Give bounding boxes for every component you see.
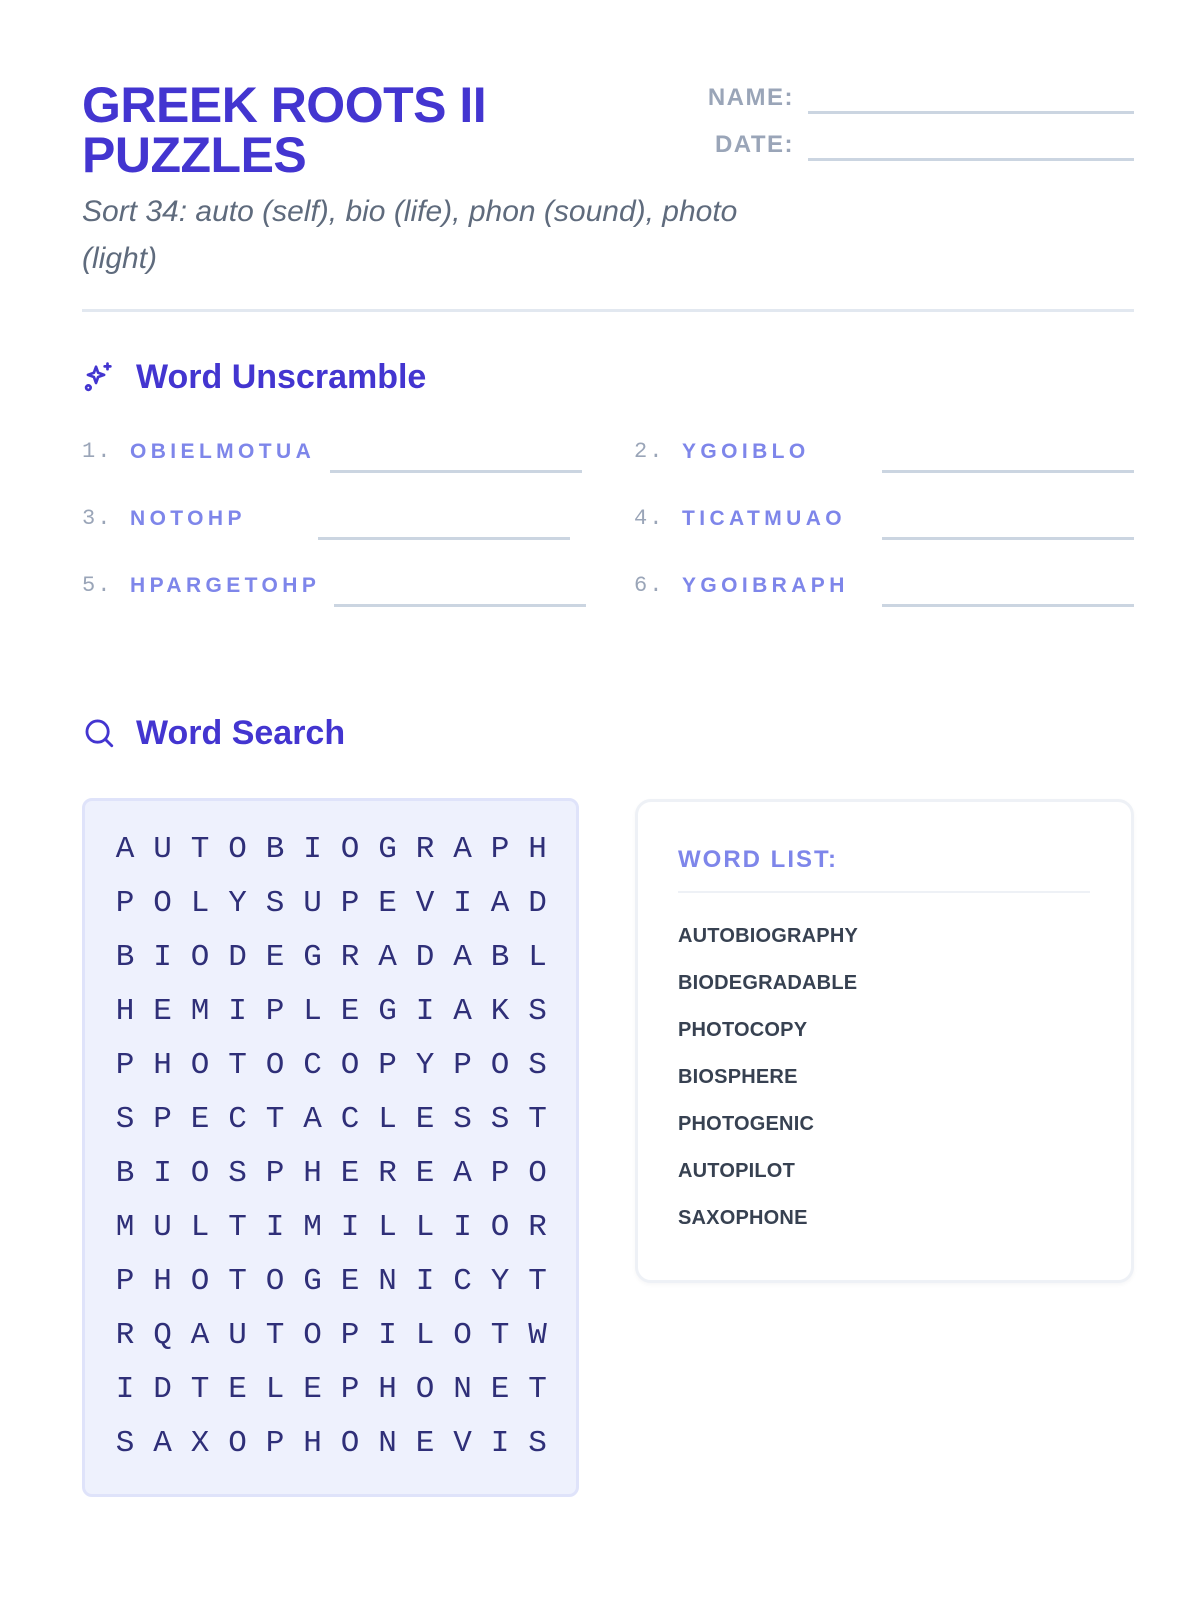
grid-row — [107, 1309, 559, 1363]
grid-cell[interactable]: I — [153, 1156, 172, 1191]
grid-cell[interactable]: L — [415, 1318, 435, 1353]
grid-row — [107, 877, 559, 931]
grid-cell[interactable]: P — [490, 832, 510, 867]
answer-line[interactable] — [882, 470, 1134, 473]
grid-cell[interactable]: M — [303, 1210, 322, 1245]
grid-cell[interactable]: E — [415, 1426, 435, 1461]
grid-cell[interactable]: T — [528, 1264, 547, 1299]
name-line[interactable] — [808, 111, 1134, 114]
word-search-section-heading — [82, 712, 682, 756]
scrambled-word: NOTOHP — [130, 507, 246, 530]
grid-cell[interactable]: R — [340, 940, 360, 975]
grid-cell[interactable]: D — [153, 1372, 172, 1407]
answer-line[interactable] — [318, 537, 570, 540]
scrambled-word: YGOIBLO — [682, 440, 810, 463]
grid-row — [107, 985, 559, 1039]
grid-cell[interactable]: T — [490, 1318, 510, 1353]
grid-cell[interactable]: T — [228, 1048, 247, 1083]
unscramble-heading-label: Word Unscramble — [136, 358, 427, 396]
grid-cell[interactable]: P — [265, 994, 285, 1029]
grid-cell[interactable]: T — [190, 1372, 210, 1407]
grid-cell[interactable]: S — [265, 886, 285, 921]
grid-cell[interactable]: E — [228, 1372, 247, 1407]
grid-cell[interactable]: S — [528, 1426, 547, 1461]
grid-cell[interactable]: O — [228, 832, 247, 867]
worksheet-header — [82, 76, 1134, 312]
grid-cell[interactable]: O — [340, 1426, 360, 1461]
grid-cell[interactable]: E — [190, 1102, 210, 1137]
grid-row — [107, 1201, 559, 1255]
grid-cell[interactable]: I — [490, 1426, 510, 1461]
grid-cell[interactable]: T — [265, 1102, 285, 1137]
grid-cell[interactable]: P — [265, 1156, 285, 1191]
grid-cell[interactable]: I — [453, 886, 472, 921]
grid-cell[interactable]: D — [528, 886, 547, 921]
grid-cell[interactable]: O — [190, 940, 210, 975]
grid-cell[interactable]: H — [528, 832, 547, 867]
grid-cell[interactable]: Y — [228, 886, 247, 921]
name-label: NAME: — [707, 84, 794, 111]
grid-cell[interactable]: I — [303, 832, 322, 867]
grid-cell[interactable]: Y — [415, 1048, 435, 1083]
grid-cell[interactable]: V — [453, 1426, 472, 1461]
grid-cell[interactable]: L — [378, 1210, 397, 1245]
unscramble-item — [82, 427, 582, 471]
grid-cell[interactable]: I — [415, 994, 435, 1029]
word-list-item: BIODEGRADABLE — [678, 972, 858, 994]
grid-cell[interactable]: O — [340, 1048, 360, 1083]
grid-cell[interactable]: L — [378, 1102, 397, 1137]
grid-cell[interactable]: U — [153, 832, 172, 867]
grid-cell[interactable]: R — [115, 1318, 135, 1353]
grid-cell[interactable]: W — [528, 1318, 547, 1353]
word-list-item: PHOTOCOPY — [678, 1019, 808, 1041]
grid-cell[interactable]: P — [453, 1048, 472, 1083]
grid-cell[interactable]: D — [415, 940, 435, 975]
grid-cell[interactable]: P — [378, 1048, 397, 1083]
grid-cell[interactable]: T — [528, 1102, 547, 1137]
item-number: 5. — [82, 573, 113, 598]
grid-cell[interactable]: O — [490, 1210, 510, 1245]
grid-cell[interactable]: V — [415, 886, 435, 921]
grid-cell[interactable]: I — [340, 1210, 360, 1245]
grid-cell[interactable]: R — [378, 1156, 397, 1191]
grid-cell[interactable]: E — [340, 994, 360, 1029]
grid-row — [107, 1417, 559, 1471]
grid-cell[interactable]: L — [265, 1372, 285, 1407]
word-list-item: AUTOBIOGRAPHY — [678, 925, 859, 947]
grid-cell[interactable]: H — [303, 1156, 322, 1191]
grid-cell[interactable]: O — [415, 1372, 435, 1407]
grid-cell[interactable]: C — [303, 1048, 322, 1083]
grid-row — [107, 1363, 559, 1417]
grid-cell[interactable]: E — [340, 1264, 360, 1299]
unscramble-item — [634, 561, 1134, 605]
date-field[interactable] — [664, 125, 1134, 161]
grid-cell[interactable]: I — [228, 994, 247, 1029]
grid-cell[interactable]: G — [378, 994, 397, 1029]
grid-cell[interactable]: I — [453, 1210, 472, 1245]
grid-cell[interactable]: O — [490, 1048, 510, 1083]
grid-cell[interactable]: D — [228, 940, 247, 975]
item-number: 6. — [634, 573, 665, 598]
unscramble-item — [634, 427, 1134, 471]
grid-cell[interactable]: B — [115, 940, 135, 975]
name-field[interactable] — [664, 78, 1134, 114]
grid-cell[interactable]: Q — [153, 1318, 172, 1353]
grid-cell[interactable]: I — [415, 1264, 435, 1299]
grid-cell[interactable]: O — [190, 1156, 210, 1191]
grid-cell[interactable]: B — [265, 832, 285, 867]
word-list-divider — [678, 891, 1090, 893]
grid-row — [107, 1255, 559, 1309]
grid-cell[interactable]: O — [265, 1048, 285, 1083]
grid-cell[interactable]: M — [115, 1210, 135, 1245]
grid-cell[interactable]: G — [303, 1264, 322, 1299]
grid-cell[interactable]: A — [303, 1102, 322, 1137]
grid-cell[interactable]: Y — [490, 1264, 510, 1299]
grid-cell[interactable]: P — [115, 886, 135, 921]
grid-cell[interactable]: H — [115, 994, 135, 1029]
grid-cell[interactable]: P — [265, 1426, 285, 1461]
grid-cell[interactable]: O — [265, 1264, 285, 1299]
grid-cell[interactable]: B — [490, 940, 510, 975]
grid-cell[interactable]: A — [378, 940, 397, 975]
grid-cell[interactable]: R — [415, 832, 435, 867]
scrambled-word: TICATMUAO — [682, 507, 847, 530]
grid-cell[interactable]: I — [378, 1318, 397, 1353]
grid-cell[interactable]: A — [453, 940, 472, 975]
grid-cell[interactable]: L — [190, 1210, 210, 1245]
answer-line[interactable] — [334, 604, 586, 607]
grid-cell[interactable]: O — [228, 1426, 247, 1461]
grid-row — [107, 931, 559, 985]
grid-cell[interactable]: P — [115, 1048, 135, 1083]
grid-cell[interactable]: T — [228, 1210, 247, 1245]
word-list-item: BIOSPHERE — [678, 1066, 798, 1088]
grid-cell[interactable]: M — [190, 994, 210, 1029]
grid-row — [107, 1147, 559, 1201]
worksheet-page — [82, 0, 1134, 1600]
grid-cell[interactable]: A — [490, 886, 510, 921]
grid-cell[interactable]: P — [340, 886, 360, 921]
grid-cell[interactable]: O — [528, 1156, 547, 1191]
grid-cell[interactable]: P — [490, 1156, 510, 1191]
grid-cell[interactable]: T — [228, 1264, 247, 1299]
grid-cell[interactable]: E — [415, 1156, 435, 1191]
grid-cell[interactable]: H — [378, 1372, 397, 1407]
grid-cell[interactable]: C — [453, 1264, 472, 1299]
item-number: 1. — [82, 439, 113, 464]
grid-cell[interactable]: K — [490, 994, 510, 1029]
grid-cell[interactable]: I — [115, 1372, 135, 1407]
unscramble-item — [82, 494, 582, 538]
grid-cell[interactable]: S — [528, 1048, 547, 1083]
item-number: 2. — [634, 439, 665, 464]
grid-cell[interactable]: P — [340, 1372, 360, 1407]
scrambled-word: HPARGETOHP — [130, 574, 321, 597]
grid-cell[interactable]: P — [115, 1264, 135, 1299]
grid-cell[interactable]: A — [453, 994, 472, 1029]
grid-cell[interactable]: E — [378, 886, 397, 921]
grid-cell[interactable]: L — [190, 886, 210, 921]
grid-cell[interactable]: S — [453, 1102, 472, 1137]
grid-row — [107, 1039, 559, 1093]
grid-cell[interactable]: O — [340, 832, 360, 867]
grid-cell[interactable]: U — [153, 1210, 172, 1245]
grid-cell[interactable]: E — [415, 1102, 435, 1137]
grid-cell[interactable]: T — [528, 1372, 547, 1407]
scrambled-word: OBIELMOTUA — [130, 440, 316, 463]
grid-cell[interactable]: N — [378, 1264, 397, 1299]
grid-cell[interactable]: P — [153, 1102, 172, 1137]
unscramble-section-heading — [82, 356, 682, 400]
page-subtitle: Sort 34: auto (self), bio (life), phon (sound), photo (light) — [82, 195, 738, 275]
grid-cell[interactable]: A — [115, 832, 135, 867]
grid-cell[interactable]: S — [115, 1102, 135, 1137]
grid-cell[interactable]: U — [228, 1318, 247, 1353]
grid-cell[interactable]: E — [490, 1372, 510, 1407]
grid-cell[interactable]: H — [303, 1426, 322, 1461]
page-title: GREEK ROOTS II PUZZLES — [82, 77, 487, 183]
grid-cell[interactable]: S — [228, 1156, 247, 1191]
word-search-grid[interactable] — [82, 798, 579, 1497]
grid-row — [107, 1093, 559, 1147]
word-list-panel — [635, 799, 1134, 1283]
date-label: DATE: — [714, 131, 794, 158]
grid-cell[interactable]: H — [153, 1264, 172, 1299]
grid-cell[interactable]: U — [303, 886, 322, 921]
grid-cell[interactable]: S — [490, 1102, 510, 1137]
date-line[interactable] — [808, 158, 1134, 161]
grid-cell[interactable]: C — [228, 1102, 247, 1137]
grid-cell[interactable]: S — [528, 994, 547, 1029]
grid-cell[interactable]: O — [303, 1318, 322, 1353]
scrambled-word: YGOIBRAPH — [682, 574, 849, 597]
grid-cell[interactable]: P — [340, 1318, 360, 1353]
word-list-item: SAXOPHONE — [678, 1207, 808, 1229]
answer-line[interactable] — [330, 470, 582, 473]
answer-line[interactable] — [882, 537, 1134, 540]
word-list-item: PHOTOGENIC — [678, 1113, 815, 1135]
search-icon — [82, 716, 116, 750]
grid-cell[interactable]: A — [453, 1156, 472, 1191]
grid-cell[interactable]: I — [153, 940, 172, 975]
grid-cell[interactable]: G — [378, 832, 397, 867]
grid-cell[interactable]: R — [528, 1210, 547, 1245]
grid-cell[interactable]: T — [190, 832, 210, 867]
grid-cell[interactable]: I — [265, 1210, 285, 1245]
grid-cell[interactable]: T — [265, 1318, 285, 1353]
grid-cell[interactable]: E — [303, 1372, 322, 1407]
word-list-item: AUTOPILOT — [678, 1160, 795, 1182]
grid-cell[interactable]: O — [190, 1264, 210, 1299]
grid-cell[interactable]: O — [153, 886, 172, 921]
word-list-title: WORD LIST: — [678, 846, 838, 873]
unscramble-item — [634, 494, 1134, 538]
grid-cell[interactable]: L — [528, 940, 547, 975]
grid-cell[interactable]: C — [340, 1102, 360, 1137]
grid-cell[interactable]: O — [190, 1048, 210, 1083]
answer-line[interactable] — [882, 604, 1134, 607]
grid-cell[interactable]: A — [153, 1426, 172, 1461]
grid-cell[interactable]: A — [190, 1318, 210, 1353]
grid-cell[interactable]: N — [453, 1372, 472, 1407]
word-search-heading-label: Word Search — [136, 714, 346, 752]
grid-cell[interactable]: E — [340, 1156, 360, 1191]
grid-cell[interactable]: S — [115, 1426, 135, 1461]
grid-cell[interactable]: L — [415, 1210, 435, 1245]
grid-cell[interactable]: A — [453, 832, 472, 867]
grid-cell[interactable]: N — [378, 1426, 397, 1461]
grid-cell[interactable]: H — [153, 1048, 172, 1083]
grid-cell[interactable]: X — [190, 1426, 210, 1461]
sparkles-icon — [82, 360, 116, 394]
grid-cell[interactable]: L — [303, 994, 322, 1029]
item-number: 3. — [82, 506, 113, 531]
item-number: 4. — [634, 506, 665, 531]
unscramble-item — [82, 561, 582, 605]
grid-cell[interactable]: E — [153, 994, 172, 1029]
grid-cell[interactable]: G — [303, 940, 322, 975]
grid-row — [107, 823, 559, 877]
grid-cell[interactable]: B — [115, 1156, 135, 1191]
grid-cell[interactable]: O — [453, 1318, 472, 1353]
grid-cell[interactable]: E — [265, 940, 285, 975]
